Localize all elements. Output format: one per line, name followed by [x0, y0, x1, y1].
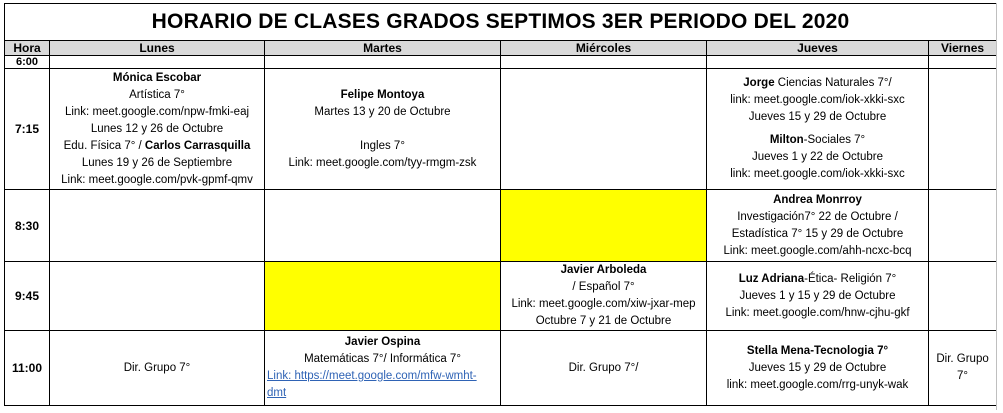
teacher-subject-line [709, 132, 926, 149]
subject-text: Ciencias Naturales 7°/ [774, 77, 892, 89]
schedule-table [4, 3, 997, 406]
cell-8-30-viernes [929, 190, 997, 262]
header-hora: Hora [5, 41, 50, 56]
teacher-subject-line [709, 75, 926, 92]
spacer [267, 121, 498, 138]
dates-text: Jueves 15 y 29 de Octubre [748, 111, 887, 123]
meet-link[interactable]: Link: meet.google.com/tyy-rmgm-zsk [288, 156, 477, 169]
dates-text: Jueves 15 y 29 de Octubre [748, 361, 887, 374]
dates-text: Jueves 1 y 22 de Octubre [751, 151, 884, 163]
dates-text: Lunes 19 y 26 de Septiembre [81, 156, 233, 169]
teacher-name: Luz Adriana [738, 272, 805, 285]
dates-text: Octubre 7 y 21 de Octubre [535, 315, 672, 327]
cell-8-30-jueves [707, 190, 929, 262]
dates-text: Martes 13 y 20 de Octubre [314, 105, 451, 118]
cell-7-15-lunes [50, 69, 265, 190]
meet-hyperlink-cont[interactable]: dmt [267, 387, 287, 399]
subject-text: Artística 7° [129, 88, 185, 101]
meet-hyperlink[interactable]: Link: https://meet.google.com/mfw-wmht- [267, 370, 477, 382]
meet-link[interactable]: link: meet.google.com/iok-xkki-sxc [730, 168, 905, 180]
cell-7-15-viernes [929, 69, 997, 190]
row-9-45 [5, 262, 997, 331]
header-lunes: Lunes [50, 41, 265, 56]
meet-link[interactable]: link: meet.google.com/iok-xkki-sxc [730, 94, 905, 106]
cell-9-45-jueves [707, 262, 929, 331]
meet-link[interactable]: Link: meet.google.com/xiw-jxar-mep [511, 298, 696, 310]
teacher-name: Javier Ospina [344, 336, 421, 348]
teacher-name: Felipe Montoya [340, 88, 425, 101]
teacher-name: Carlos Carrasquilla [144, 139, 251, 152]
sheet-edge [996, 3, 997, 410]
meet-link[interactable]: Link: meet.google.com/pvk-gpmf-qmv [61, 173, 253, 186]
dates-text: Lunes 12 y 26 de Octubre [90, 122, 224, 135]
group-direction-text: Dir. Grupo 7°/ [568, 361, 639, 374]
subject-text: Investigación7° 22 de Octubre / [737, 210, 898, 223]
cell-7-15-miercoles [501, 69, 707, 190]
hour-7-15: 7:15 [5, 69, 50, 190]
teacher-subject-line [709, 271, 926, 288]
row-6-00 [5, 56, 997, 69]
header-jueves: Jueves [707, 41, 929, 56]
cell-6-00-martes [265, 56, 501, 69]
schedule-title: HORARIO DE CLASES GRADOS SEPTIMOS 3ER PERIODO DEL 2020 [5, 4, 997, 41]
dates-text: Jueves 1 y 15 y 29 de Octubre [739, 289, 896, 302]
cell-9-45-viernes [929, 262, 997, 331]
row-7-15 [5, 69, 997, 190]
teacher-name: Javier Arboleda [560, 264, 647, 276]
hour-11-00: 11:00 [5, 331, 50, 406]
teacher-name: Stella Mena-Tecnologia 7° [746, 344, 889, 357]
teacher-name: Jorge [743, 77, 775, 89]
header-miercoles: Miércoles [501, 41, 707, 56]
cell-9-45-miercoles [501, 262, 707, 331]
meet-link[interactable]: Link: meet.google.com/npw-fmki-eaj [64, 105, 250, 118]
hour-6-00: 6:00 [5, 56, 50, 69]
cell-6-00-miercoles [501, 56, 707, 69]
row-11-00 [5, 331, 997, 406]
cell-11-00-jueves [707, 331, 929, 406]
header-martes: Martes [265, 41, 501, 56]
header-row [5, 41, 997, 56]
cell-7-15-martes [265, 69, 501, 190]
cell-9-45-lunes [50, 262, 265, 331]
subject-text: / Español 7° [572, 281, 635, 293]
hour-9-45: 9:45 [5, 262, 50, 331]
cell-6-00-jueves [707, 56, 929, 69]
header-viernes: Viernes [929, 41, 997, 56]
cell-8-30-miercoles-highlight [501, 190, 707, 262]
group-direction-text: Dir. Grupo [936, 353, 989, 365]
subject-text: Matemáticas 7°/ Informática 7° [304, 353, 461, 365]
cell-11-00-miercoles [501, 331, 707, 406]
subject-text: Estadística 7° 15 y 29 de Octubre [731, 227, 904, 240]
cell-7-15-jueves [707, 69, 929, 190]
meet-link[interactable]: link: meet.google.com/rrg-unyk-wak [726, 378, 909, 391]
cell-6-00-lunes [50, 56, 265, 69]
row-8-30 [5, 190, 997, 262]
group-direction-text: 7° [957, 370, 969, 382]
subject-text: Ingles 7° [360, 139, 405, 152]
cell-6-00-viernes [929, 56, 997, 69]
cell-8-30-martes [265, 190, 501, 262]
cell-11-00-lunes [50, 331, 265, 406]
cell-11-00-martes [265, 331, 501, 406]
subject-text: -Sociales 7° [803, 134, 866, 146]
subject-teacher-line [52, 138, 262, 155]
group-direction-text: Dir. Grupo 7° [123, 361, 191, 374]
cell-11-00-viernes [929, 331, 997, 406]
meet-link[interactable]: Link: meet.google.com/ahh-ncxc-bcq [723, 244, 912, 257]
subject-text: Edu. Física 7° / [63, 139, 145, 152]
hour-8-30: 8:30 [5, 190, 50, 262]
meet-link[interactable]: Link: meet.google.com/hnw-cjhu-gkf [725, 306, 910, 319]
teacher-name: Mónica Escobar [112, 71, 202, 84]
cell-9-45-martes-highlight [265, 262, 501, 331]
subject-text: -Ética- Religión 7° [804, 272, 897, 285]
teacher-name: Andrea Monrroy [773, 193, 862, 206]
cell-8-30-lunes [50, 190, 265, 262]
teacher-name: Milton [769, 134, 804, 146]
